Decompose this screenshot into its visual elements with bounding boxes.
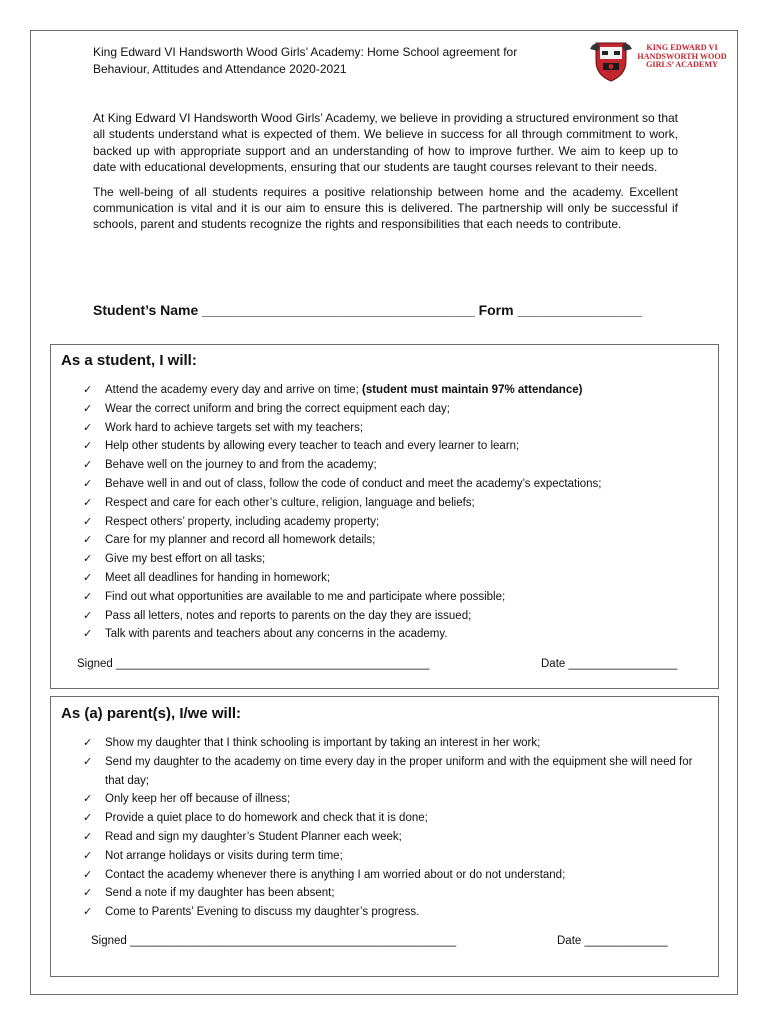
checkmark-icon: ✓ — [83, 402, 93, 415]
checkmark-icon: ✓ — [83, 868, 93, 881]
attendance-note: (student must maintain 97% attendance) — [361, 384, 583, 396]
crest-icon — [588, 37, 634, 83]
list-item: ✓ Send my daughter to the academy on time every day in the proper uniform and with the equipment she will need for that day; — [83, 753, 713, 791]
student-date-row — [541, 658, 677, 670]
list-item: ✓ Attend the academy every day and arrive on time; (student must maintain 97% attendance) — [83, 381, 713, 400]
list-item: ✓ Talk with parents and teachers about any concerns in the academy. — [83, 625, 713, 644]
checkmark-icon: ✓ — [83, 477, 93, 490]
list-item: ✓ Behave well in and out of class, follow the code of conduct and meet the academy’s expectations; — [83, 475, 713, 494]
student-signature-row — [77, 658, 429, 670]
student-date-label: Date — [541, 658, 566, 670]
checkmark-icon: ✓ — [83, 609, 93, 622]
checkmark-icon: ✓ — [83, 830, 93, 843]
form-label: Form — [478, 302, 514, 318]
parent-commitment-list — [83, 734, 713, 922]
student-name-field[interactable]: ___________________________________ — [202, 302, 475, 318]
checkmark-icon: ✓ — [83, 384, 93, 396]
list-item: ✓ Read and sign my daughter’s Student Planner each week; — [83, 828, 713, 847]
student-name-label: Student’s Name — [93, 302, 199, 318]
parent-signature-row — [91, 935, 456, 947]
checkmark-icon: ✓ — [83, 459, 93, 472]
list-item: ✓ Meet all deadlines for handing in homework; — [83, 569, 713, 588]
list-item: ✓ Send a note if my daughter has been absent; — [83, 884, 713, 903]
checkmark-icon: ✓ — [83, 590, 93, 603]
academy-logo — [588, 37, 728, 83]
logo-wordmark: KING EDWARD VI HANDSWORTH WOOD GIRLS’ ACADEMY — [637, 43, 727, 70]
list-item: ✓ Contact the academy whenever there is anything I am worried about or do not understand; — [83, 866, 713, 885]
checkmark-icon: ✓ — [83, 812, 93, 825]
checkmark-icon: ✓ — [83, 496, 93, 509]
form-field[interactable]: ________________ — [517, 302, 643, 318]
parent-signed-label: Signed — [91, 935, 127, 947]
checkmark-icon: ✓ — [83, 906, 93, 919]
student-signed-label: Signed — [77, 658, 113, 670]
list-item: ✓ Come to Parents’ Evening to discuss my daughter’s progress. — [83, 903, 713, 922]
parent-section-heading: As (a) parent(s), I/we will: — [61, 705, 242, 722]
parent-date-row — [557, 935, 668, 947]
agreement-page — [30, 30, 738, 995]
intro-paragraph-1: At King Edward VI Handsworth Wood Girls’ Academy, we believe in providing a structured environment so that all students understand what is expected of them. We believe in success for all through commitment to work, backed up with appropriate support and an understanding of how to improve further. We aim to keep up to date with educational developments, ensuring that our students are taught courses relevant to their needs. — [93, 111, 678, 175]
checkmark-icon: ✓ — [83, 440, 93, 453]
list-item: ✓ Only keep her off because of illness; — [83, 790, 713, 809]
checkmark-icon: ✓ — [83, 421, 93, 434]
list-item: ✓ Help other students by allowing every teacher to teach and every learner to learn; — [83, 437, 713, 456]
student-details-row — [93, 302, 642, 318]
list-item: ✓ Wear the correct uniform and bring the correct equipment each day; — [83, 400, 713, 419]
checkmark-icon: ✓ — [83, 793, 93, 806]
student-signature-field[interactable]: _________________________________________________ — [116, 658, 430, 670]
parent-signature-field[interactable]: ___________________________________________________ — [130, 935, 457, 947]
checkmark-icon: ✓ — [83, 534, 93, 547]
list-item: ✓ Provide a quiet place to do homework and check that it is done; — [83, 809, 713, 828]
checkmark-icon: ✓ — [83, 571, 93, 584]
student-commitment-list — [83, 381, 713, 644]
list-item: ✓ Show my daughter that I think schooling is important by taking an interest in her work; — [83, 734, 713, 753]
list-item: ✓ Behave well on the journey to and from the academy; — [83, 456, 713, 475]
list-item: ✓ Care for my planner and record all homework details; — [83, 531, 713, 550]
list-item: ✓ Find out what opportunities are available to me and participate where possible; — [83, 588, 713, 607]
list-item: ✓ Pass all letters, notes and reports to parents on the day they are issued; — [83, 607, 713, 626]
list-item: ✓ Not arrange holidays or visits during term time; — [83, 847, 713, 866]
checkmark-icon: ✓ — [83, 737, 93, 749]
list-item: ✓ Respect and care for each other’s culture, religion, language and beliefs; — [83, 494, 713, 513]
student-date-field[interactable]: _________________ — [568, 658, 678, 670]
list-item: ✓ Respect others’ property, including academy property; — [83, 513, 713, 532]
parent-commitments-box — [50, 696, 719, 977]
checkmark-icon: ✓ — [83, 887, 93, 900]
document-title: King Edward VI Handsworth Wood Girls’ Academy: Home School agreement for Behaviour, Attitudes and Attendance 2020-2021 — [93, 45, 518, 76]
student-section-heading: As a student, I will: — [61, 352, 197, 369]
checkmark-icon: ✓ — [83, 755, 93, 768]
intro-paragraph-2: The well-being of all students requires a positive relationship between home and the academy. Excellent communication is vital and it is our aim to ensure this is delivered. The partnership will only be successful if schools, parent and students recognize the rights and responsibilities that each needs to contribute. — [93, 184, 678, 232]
intro-text — [93, 110, 678, 241]
parent-date-label: Date — [557, 935, 582, 947]
checkmark-icon: ✓ — [83, 849, 93, 862]
student-commitments-box — [50, 344, 719, 689]
parent-date-field[interactable]: _____________ — [584, 935, 668, 947]
checkmark-icon: ✓ — [83, 628, 93, 641]
list-item: ✓ Give my best effort on all tasks; — [83, 550, 713, 569]
checkmark-icon: ✓ — [83, 553, 93, 566]
list-item: ✓ Work hard to achieve targets set with my teachers; — [83, 419, 713, 438]
checkmark-icon: ✓ — [83, 515, 93, 528]
